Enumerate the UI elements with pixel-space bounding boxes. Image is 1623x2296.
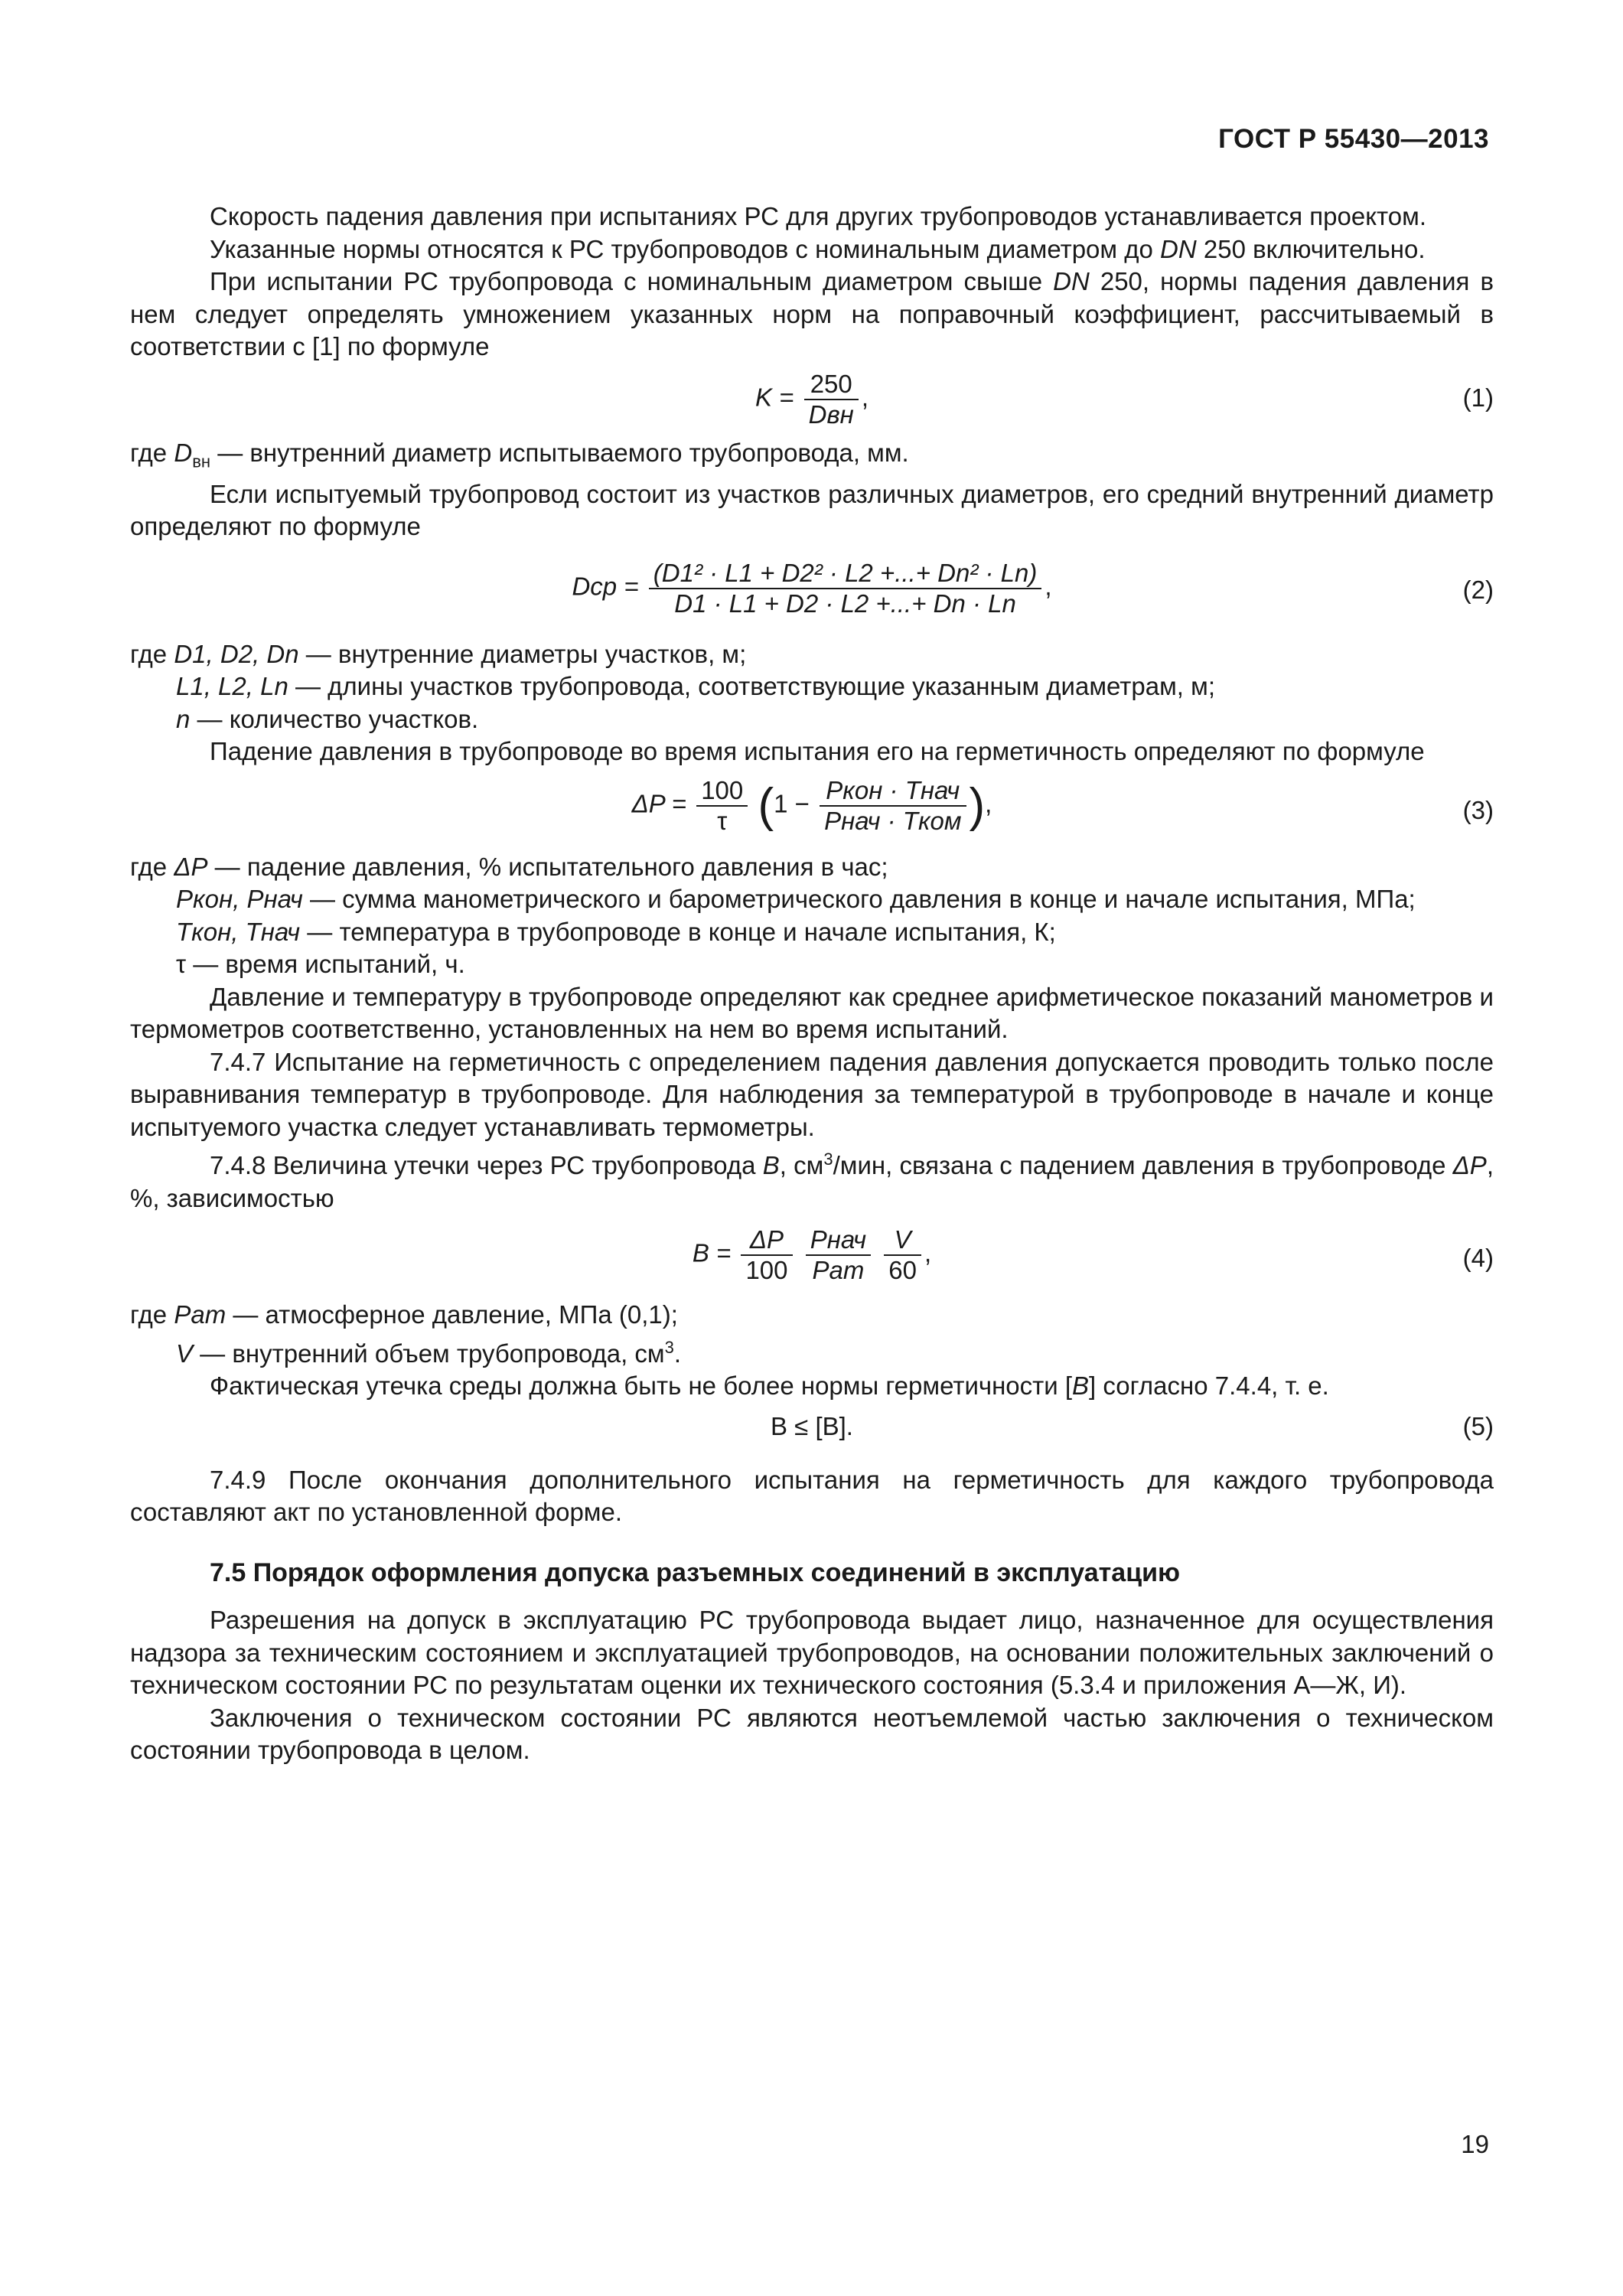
- paragraph: Указанные нормы относятся к РС трубопроводов с номинальным диаметром до DN 250 включительно.: [210, 234, 1426, 263]
- section-heading: 7.5 Порядок оформления допуска разъемных соединений в эксплуатацию: [210, 1557, 1181, 1587]
- paragraph: Если испытуемый трубопровод состоит из участков различных диаметров, его средний внутренний диаметр определяют по формуле: [130, 479, 1494, 541]
- document-code: ГОСТ Р 55430—2013: [1218, 124, 1489, 154]
- where-list: [130, 638, 1494, 736]
- paragraph: Фактическая утечка среды должна быть не более нормы герметичности [B] согласно 7.4.4, т. е.: [210, 1371, 1329, 1401]
- paragraph: Падение давления в трубопроводе во время испытания его на герметичность определяют по формуле: [210, 737, 1425, 766]
- where-item: n — количество участков.: [176, 704, 479, 733]
- equation-number: (5): [1462, 1411, 1494, 1440]
- paragraph: 7.4.8 Величина утечки через РС трубопровода B, $см^3$/мин, связана с падением давления в трубопроводе ΔP, %, зависимостью: [130, 1150, 1494, 1212]
- fraction: $\frac{V}{60}$: [884, 1225, 921, 1285]
- equation-number: (4): [1462, 1244, 1494, 1273]
- where-clause: где $D_{вн}$ — внутренний диаметр испытываемого трубопровода, мм.: [130, 438, 909, 471]
- formula-5: B ≤ [B]. (5): [130, 1403, 1494, 1450]
- where-item: V — внутренний объем трубопровода, $см^3$.: [176, 1337, 682, 1368]
- formula-2: Dср = $\frac{\text{(D1² · L1 + D2² · L2 +...+ Dn² · Ln)}}{D1 \cdot L1 + D2 \cdot L2 +...+ Dn \cdot Ln}$ , (2): [572, 558, 1494, 618]
- fraction: $\frac{\Delta P}{100}$: [741, 1225, 792, 1285]
- formula-4: B = $\frac{\Delta P}{100}$ $\frac{\text{Pнач}}{\text{Pат}}$ $\frac{V}{60}$ , (4): [692, 1225, 1494, 1285]
- where-item: Tкон, Tнач — температура в трубопроводе в конце и начале испытания, К;: [176, 917, 1056, 946]
- fraction: $\frac{100}{\tau}$: [696, 776, 748, 836]
- where-item: где Pат — атмосферное давление, МПа (0,1);: [130, 1300, 678, 1329]
- where-item: где D1, D2, Dn — внутренние диаметры участков, м;: [130, 639, 747, 668]
- paragraph: Разрешения на допуск в эксплуатацию РС трубопровода выдает лицо, назначенное для осуществления надзора за техническим состоянием и эксплуатацией трубопроводов, на основании положительных заключений о техническом состоянии РС по результатам оценки их технического состояния (5.3.4 и приложения А—Ж, И).: [130, 1606, 1494, 1700]
- where-list: [130, 851, 1494, 981]
- equation-number: (3): [1462, 795, 1494, 824]
- fraction: $\frac{250}{\text{Dвн}}$: [804, 370, 859, 429]
- fraction: $\frac{\text{(D1² · L1 + D2² · L2 +...+ Dn² · Ln)}}{D1 \cdot L1 + D2 \cdot L2 +...+ Dn \cdot Ln}$: [649, 559, 1042, 618]
- where-item: Pкон, Pнач — сумма манометрического и барометрического давления в конце и начале испытания, МПа;: [176, 885, 1416, 914]
- equation-number: (1): [1462, 383, 1494, 412]
- where-item: L1, L2, Ln — длины участков трубопровода, соответствующие указанным диаметрам, м;: [176, 672, 1215, 701]
- where-list: [130, 1299, 1494, 1370]
- page-number: 19: [1461, 2130, 1489, 2158]
- paragraph: 7.4.7 Испытание на герметичность с определением падения давления допускается проводить только после выравнивания температур в трубопроводе. Для наблюдения за температурой в трубопроводе в начале и конце испытуемого участка следует устанавливать термометры.: [130, 1047, 1494, 1141]
- paragraph: Заключения о техническом состоянии РС являются неотъемлемой частью заключения о техническом состоянии трубопровода в целом.: [130, 1703, 1494, 1765]
- paragraph: При испытании РС трубопровода с номинальным диаметром свыше DN 250, нормы падения давления в нем следует определять умножением указанных норм на поправочный коэффициент, рассчитываемый в соответствии с [1] по формуле: [130, 267, 1494, 360]
- where-item: τ — время испытаний, ч.: [176, 950, 465, 979]
- fraction: $\frac{\text{Pкон · Tнач}}{\text{Pнач · Tком}}$: [820, 776, 966, 836]
- paragraph: Скорость падения давления при испытаниях РС для других трубопроводов устанавливается проектом.: [210, 202, 1426, 230]
- paragraph: Давление и температуру в трубопроводе определяют как среднее арифметическое показаний манометров и термометров соответственно, установленных на нем во время испытаний.: [130, 982, 1494, 1044]
- document-body: [130, 201, 1494, 1767]
- where-item: где ΔP — падение давления, % испытательного давления в час;: [130, 852, 888, 881]
- equation-number: (2): [1462, 575, 1494, 604]
- fraction: $\frac{\text{Pнач}}{\text{Pат}}$: [806, 1225, 871, 1285]
- formula-3: ΔP = $\frac{100}{\tau}$ (1 − $\frac{\text{Pкон · Tнач}}{\text{Pнач · Tком}}$ ), (3): [631, 775, 1494, 835]
- paragraph: 7.4.9 После окончания дополнительного испытания на герметичность для каждого трубопровода составляют акт по установленной форме.: [130, 1465, 1494, 1527]
- formula-1: K = $\frac{250}{\text{Dвн}}$ , (1): [754, 369, 1494, 429]
